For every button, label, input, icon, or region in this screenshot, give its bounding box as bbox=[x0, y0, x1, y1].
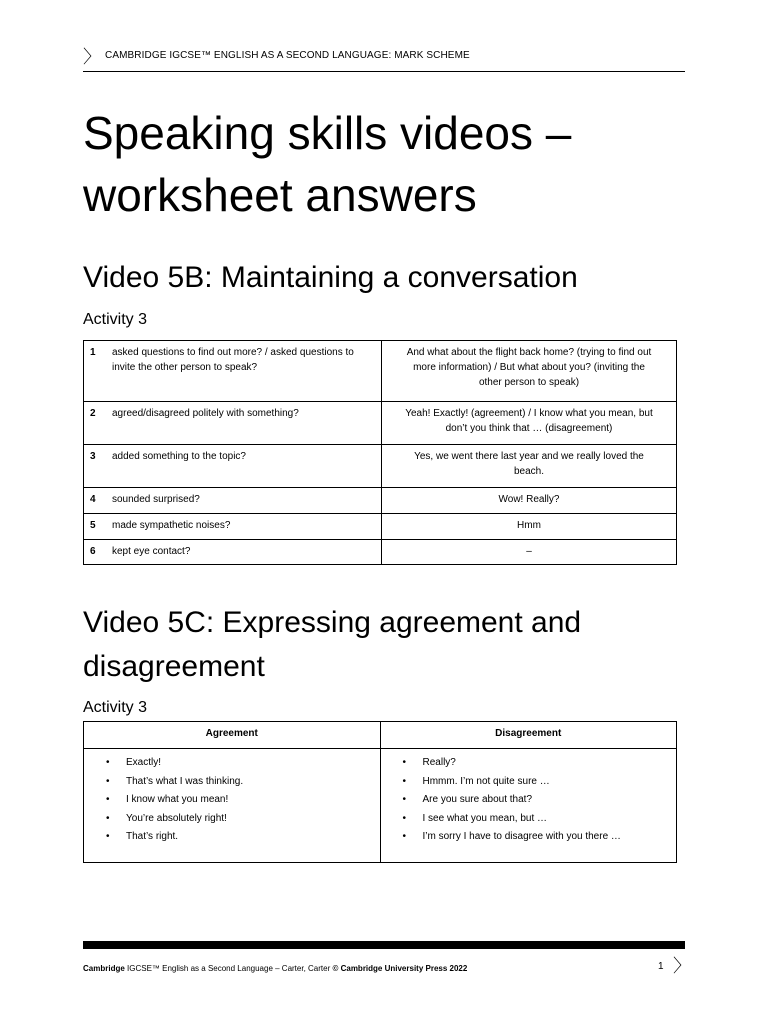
footer-copyright: © Cambridge University Press 2022 bbox=[332, 964, 468, 973]
section-5b-activity: Activity 3 bbox=[83, 311, 148, 328]
row-question: asked questions to find out more? / asked questions to invite the other person to speak? bbox=[109, 341, 382, 402]
footer-text: IGCSE™ English as a Second Language – Carter, Carter bbox=[124, 964, 333, 973]
row-number: 4 bbox=[84, 488, 110, 514]
row-number: 2 bbox=[84, 402, 110, 445]
list-item: • Really? bbox=[423, 754, 677, 773]
row-question: agreed/disagreed politely with something? bbox=[109, 402, 382, 445]
footer-credit bbox=[83, 964, 467, 973]
table-header-row bbox=[84, 722, 677, 749]
list-item: • I’m sorry I have to disagree with you there … bbox=[423, 828, 677, 847]
row-number: 6 bbox=[84, 540, 110, 565]
row-number: 3 bbox=[84, 445, 110, 488]
row-answer: Wow! Really? bbox=[382, 488, 677, 514]
list-item: • Exactly! bbox=[126, 754, 380, 773]
list-item: • Hmmm. I’m not quite sure … bbox=[423, 773, 677, 792]
disagreement-cell bbox=[380, 749, 677, 863]
agreement-cell bbox=[84, 749, 381, 863]
row-question: kept eye contact? bbox=[109, 540, 382, 565]
row-answer: Hmm bbox=[382, 514, 677, 540]
page-number: 1 bbox=[658, 961, 664, 972]
table-5c bbox=[83, 721, 677, 863]
table-row bbox=[84, 445, 677, 488]
page-title: Speaking skills videos – worksheet answers bbox=[83, 107, 572, 221]
list-item: • That’s what I was thinking. bbox=[126, 773, 380, 792]
row-answer: Yeah! Exactly! (agreement) / I know what you mean, but don’t you think that … (disagreement) bbox=[382, 402, 677, 445]
list-item: • That’s right. bbox=[126, 828, 380, 847]
row-number: 1 bbox=[84, 341, 110, 402]
table-row bbox=[84, 540, 677, 565]
list-item: • I know what you mean! bbox=[126, 791, 380, 810]
list-item: • Are you sure about that? bbox=[423, 791, 677, 810]
table-row bbox=[84, 402, 677, 445]
disagreement-list bbox=[381, 754, 677, 847]
running-header bbox=[83, 47, 685, 72]
section-5c-heading: Video 5C: Expressing agreement and disagreement bbox=[83, 606, 582, 683]
agreement-list bbox=[84, 754, 380, 847]
row-answer: – bbox=[382, 540, 677, 565]
row-question: added something to the topic? bbox=[109, 445, 382, 488]
row-answer: And what about the flight back home? (trying to find out more information) / But what about you? (inviting the other person to speak) bbox=[382, 341, 677, 402]
disagreement-header: Disagreement bbox=[380, 722, 677, 749]
table-row bbox=[84, 341, 677, 402]
footer-brand: Cambridge bbox=[83, 964, 125, 973]
section-5b-heading: Video 5B: Maintaining a conversation bbox=[83, 261, 578, 294]
list-item: • You’re absolutely right! bbox=[126, 810, 380, 829]
table-row bbox=[84, 749, 677, 863]
table-5b bbox=[83, 340, 677, 565]
row-question: sounded surprised? bbox=[109, 488, 382, 514]
list-item: • I see what you mean, but … bbox=[423, 810, 677, 829]
row-question: made sympathetic noises? bbox=[109, 514, 382, 540]
header-text: CAMBRIDGE IGCSE™ ENGLISH AS A SECOND LANGUAGE: MARK SCHEME bbox=[105, 50, 470, 61]
footer-rule bbox=[83, 941, 685, 949]
row-answer: Yes, we went there last year and we really loved the beach. bbox=[382, 445, 677, 488]
section-5c-activity: Activity 3 bbox=[83, 699, 148, 716]
table-row bbox=[84, 488, 677, 514]
table-row bbox=[84, 514, 677, 540]
row-number: 5 bbox=[84, 514, 110, 540]
chevron-right-icon: 〉 bbox=[673, 956, 691, 976]
chevron-right-icon: 〉 bbox=[83, 47, 101, 67]
agreement-header: Agreement bbox=[84, 722, 381, 749]
